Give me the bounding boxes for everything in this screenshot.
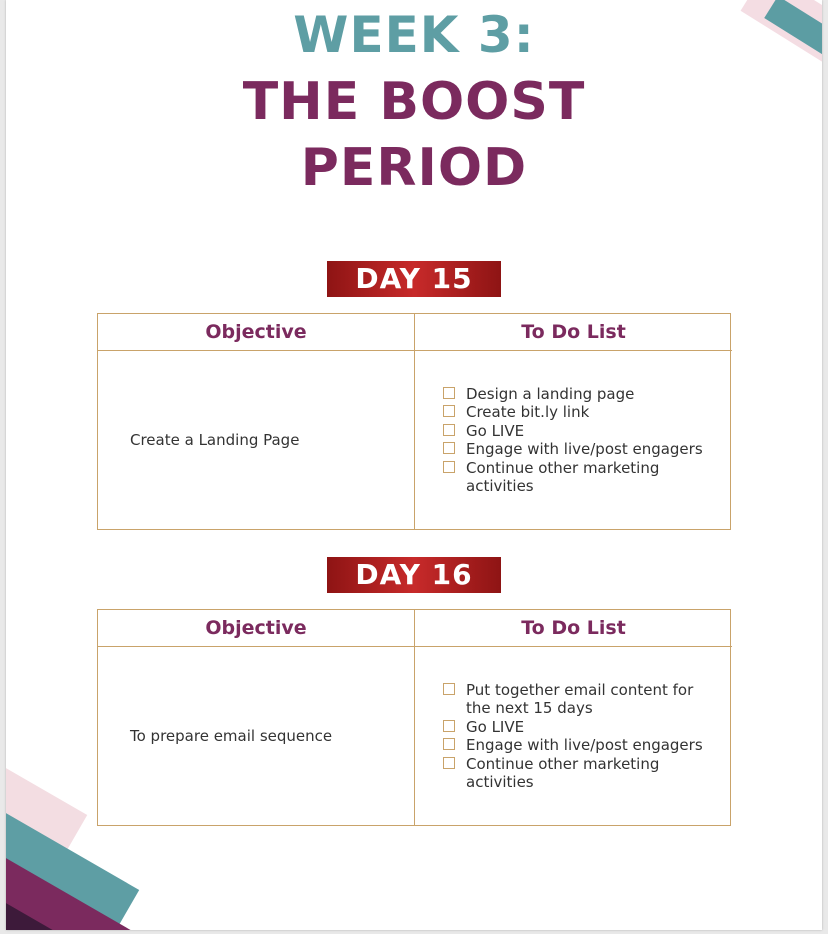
todo-item xyxy=(443,718,716,736)
day-plan-table xyxy=(97,313,731,530)
objective-text: To prepare email sequence xyxy=(130,727,333,745)
todo-item xyxy=(443,736,716,754)
todo-item xyxy=(443,681,716,717)
todo-item-text: Put together email content for the next 15 days xyxy=(466,681,694,717)
checkbox[interactable] xyxy=(443,424,455,436)
todo-item-text: Go LIVE xyxy=(466,717,525,736)
todo-cell xyxy=(415,647,732,825)
objective-cell xyxy=(98,647,415,825)
todo-item xyxy=(443,385,716,403)
todo-header: To Do List xyxy=(415,610,732,647)
objective-header: Objective xyxy=(98,314,415,351)
planner-page xyxy=(6,0,822,930)
checkbox[interactable] xyxy=(443,720,455,732)
objective-text: Create a Landing Page xyxy=(130,431,300,449)
checkbox[interactable] xyxy=(443,757,455,769)
checkbox[interactable] xyxy=(443,461,455,473)
todo-item-text: Design a landing page xyxy=(466,384,635,403)
todo-item-text: Continue other marketing activities xyxy=(466,754,660,791)
todo-cell xyxy=(415,351,732,529)
day-plan-table xyxy=(97,609,731,826)
week-title: WEEK 3: xyxy=(293,6,535,64)
todo-item xyxy=(443,755,716,791)
checkbox[interactable] xyxy=(443,405,455,417)
todo-list xyxy=(443,681,716,791)
checkbox[interactable] xyxy=(443,738,455,750)
todo-list xyxy=(443,385,716,496)
todo-item xyxy=(443,459,716,495)
todo-item xyxy=(443,440,716,458)
checkbox[interactable] xyxy=(443,683,455,695)
checkbox[interactable] xyxy=(443,442,455,454)
day-badge: DAY 16 xyxy=(327,557,501,593)
day-badge: DAY 15 xyxy=(327,261,501,297)
todo-item-text: Continue other marketing activities xyxy=(466,458,660,495)
objective-header: Objective xyxy=(98,610,415,647)
todo-item-text: Engage with live/post engagers xyxy=(466,440,703,459)
todo-item-text: Go LIVE xyxy=(466,421,525,440)
boost-title-line2: PERIOD xyxy=(300,138,528,198)
todo-item xyxy=(443,403,716,421)
todo-item-text: Create bit.ly link xyxy=(466,403,590,422)
objective-cell xyxy=(98,351,415,529)
todo-item xyxy=(443,422,716,440)
checkbox[interactable] xyxy=(443,387,455,399)
boost-title-line1: THE BOOST xyxy=(242,72,586,132)
todo-header: To Do List xyxy=(415,314,732,351)
todo-item-text: Engage with live/post engagers xyxy=(466,736,703,754)
